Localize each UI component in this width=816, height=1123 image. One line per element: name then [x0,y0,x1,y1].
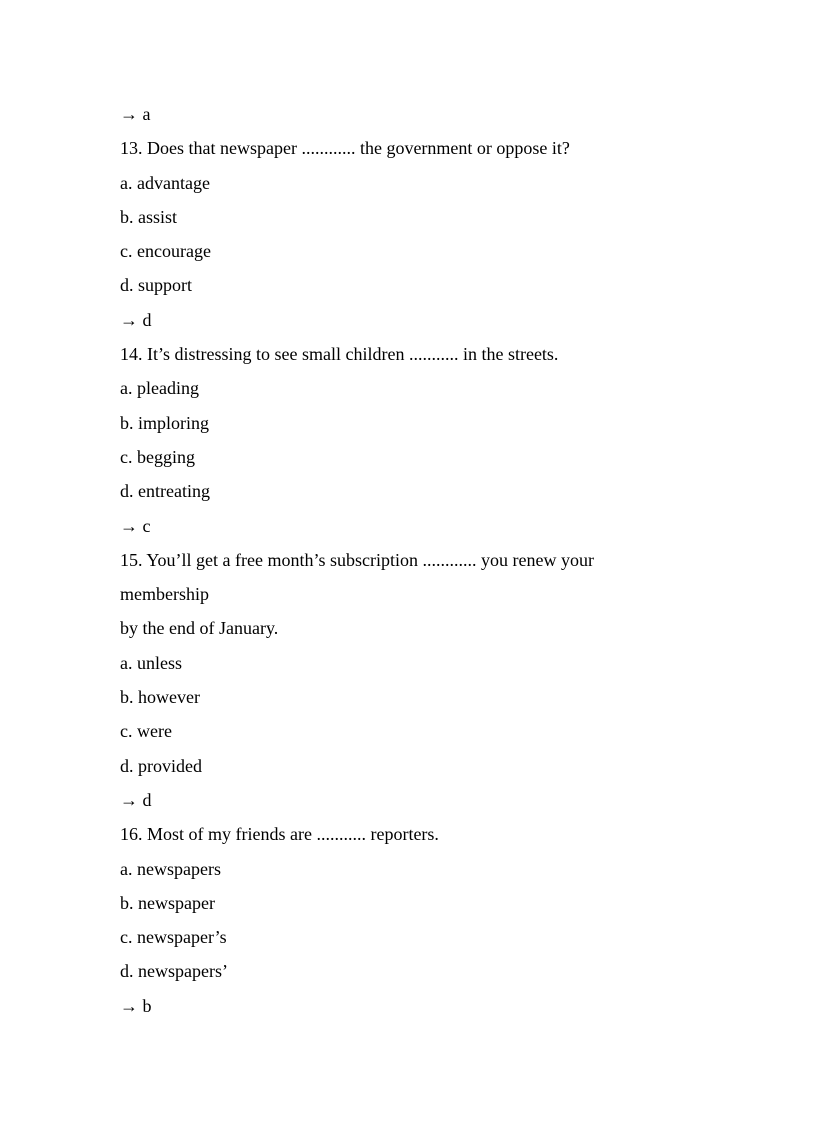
question-14: 14. It’s distressing to see small children ........... in the streets. [120,344,559,365]
option-line: a. advantage [120,172,210,193]
option-line: a. pleading [120,378,199,399]
question-15-continued: by the end of January. [120,618,279,639]
option-line: c. newspaper’s [120,927,227,948]
option-line: b. newspaper [120,892,215,913]
question-15: 15. You’ll get a free month’s subscription ............ you renew your [120,549,594,570]
option-line: a. unless [120,652,182,673]
answer-line: → c [120,515,151,536]
option-line: d. support [120,275,192,296]
answer-line: → d [120,309,152,330]
option-line: b. however [120,687,200,708]
document-page [120,101,720,1027]
question-16: 16. Most of my friends are ........... reporters. [120,824,439,845]
option-line: c. were [120,721,172,742]
option-line: c. encourage [120,241,211,262]
option-line: b. assist [120,206,178,227]
option-line: c. begging [120,446,195,467]
question-15-continued: membership [120,584,209,605]
answer-line: → a [120,104,151,124]
question-13: 13. Does that newspaper ............ the government or oppose it? [120,138,570,159]
option-line: d. newspapers’ [120,961,228,982]
answer-line: → b [120,995,152,1016]
option-line: a. newspapers [120,858,221,879]
option-line: b. imploring [120,412,209,433]
option-line: d. provided [120,755,202,776]
option-line: d. entreating [120,481,210,502]
answer-line: → d [120,789,152,810]
